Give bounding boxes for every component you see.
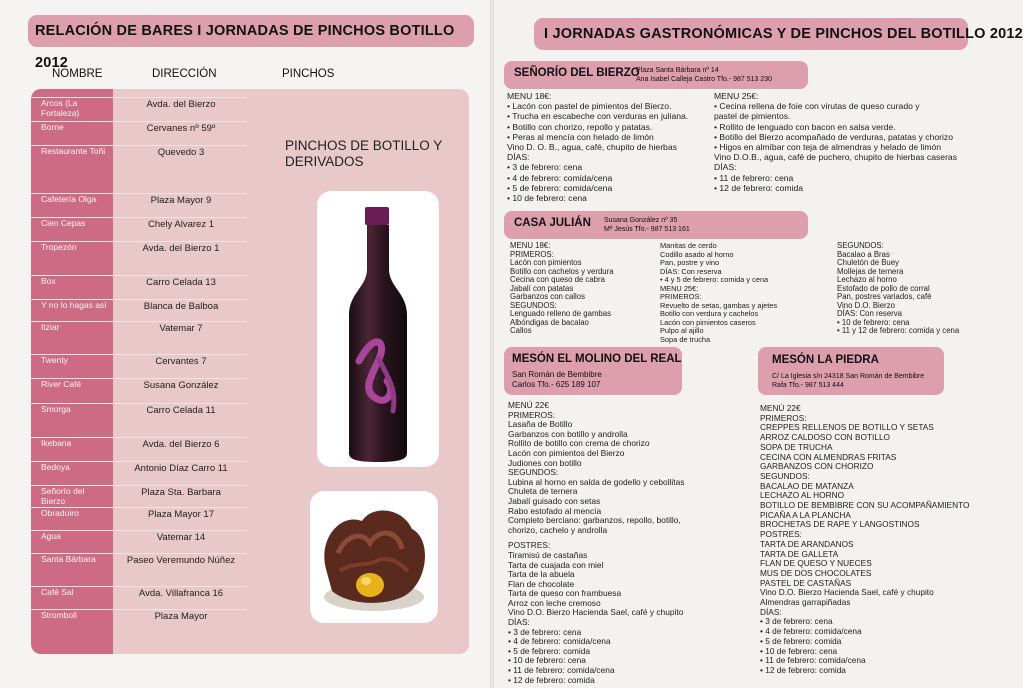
bar-name: Smorga: [41, 404, 71, 414]
bar-name: Obradoiro: [41, 508, 79, 518]
menu-line: • 3 de febrero: cena: [508, 626, 582, 637]
pincho-food-icon: [310, 491, 438, 623]
bar-address: Blanca de Balboa: [143, 301, 219, 312]
bar-address: Paseo Veremundo Núñez: [126, 555, 236, 566]
restaurant-contact-julian: Mª Jesús Tfo.- 987 513 161: [604, 226, 690, 233]
menu-line: Tiramisú de castañas: [508, 549, 588, 560]
menu-line: • 10 de febrero: cena: [837, 317, 910, 327]
menu-line: • 11 de febrero: comida/cena: [508, 665, 615, 676]
menu-line: Manitas de cerdo: [660, 241, 717, 250]
right-page-title: I JORNADAS GASTRONÓMICAS Y DE PINCHOS DEL BOTILLO 2012: [534, 18, 968, 50]
bar-name: Tropezón: [41, 242, 77, 252]
menu-line: SOPA DE TRUCHA: [760, 441, 833, 452]
bar-name: Arcos (La Fortaleza): [41, 98, 80, 118]
menu-line: Botillo con verdura y cachelos: [660, 309, 759, 318]
menu-line: Callos: [510, 326, 532, 335]
food-pincho-image: [310, 491, 438, 623]
bar-address: Carro Celada 13: [146, 277, 216, 288]
bar-name: Agua: [41, 531, 61, 541]
menu-line: Vino D.O. Bierzo Hacienda Sael, café y chupito: [760, 587, 934, 598]
menu-line: Pulpo al ajillo: [660, 326, 704, 335]
restaurant-address-julian: Susana González nº 35: [604, 217, 678, 224]
restaurant-address-molino: San Román de Bembibre: [512, 370, 602, 379]
restaurant-name-piedra: MESÓN LA PIEDRA: [772, 354, 879, 366]
table-row: [31, 145, 247, 168]
menu-line: MENU 18€:: [510, 241, 551, 250]
bar-address: Plaza Mayor 9: [150, 195, 212, 206]
table-row: [31, 485, 247, 508]
menu-line: MENU 25€:: [714, 91, 759, 101]
bar-name: Cien Cepas: [41, 218, 86, 228]
bar-name: Restaurante Toñi: [41, 146, 106, 156]
menu-line: • 4 de febrero: comida/cena: [507, 172, 613, 183]
menu-line: MENU 18€:: [507, 91, 552, 101]
table-row: [31, 530, 247, 553]
menu-molino: [508, 401, 754, 685]
bar-name: Cafetería Olga: [41, 194, 97, 204]
menu-line: Cecina con queso de cabra: [510, 275, 605, 284]
bar-address: Avda. del Bierzo 6: [142, 439, 220, 450]
menu-line: Jabalí guisado con setas: [508, 495, 601, 506]
bar-name: Borne: [41, 122, 64, 132]
menu-line: SEGUNDOS:: [837, 241, 884, 250]
menu-line: DÍAS:: [714, 162, 737, 173]
bar-name: Itziar: [41, 322, 60, 332]
menu-line: Codillo asado al horno: [660, 249, 734, 259]
table-row: [31, 437, 247, 460]
menu-line: Bacalao a Bras: [837, 249, 890, 259]
menu-line: DÍAS:: [507, 152, 530, 163]
menu-line: PRIMEROS:: [510, 249, 554, 259]
menu-line: • Cecina rellena de foie con virutas de queso curado y: [714, 101, 920, 112]
menu-line: POSTRES:: [508, 540, 551, 551]
menu-line: SEGUNDOS:: [760, 470, 810, 481]
menu-line: • Botillo con chorizo, repollo y patatas.: [507, 121, 653, 132]
menu-line: ARROZ CALDOSO CON BOTILLO: [760, 432, 891, 443]
bar-address: Cervanes nº 59º: [146, 123, 216, 134]
menu-line: • Peras al mencía con helado de limón: [507, 131, 654, 142]
restaurant-name-molino: MESÓN EL MOLINO DEL REAL: [512, 353, 682, 365]
menu-line: CREPPES RELLENOS DE BOTILLO Y SETAS: [760, 422, 934, 433]
menu-julian-col1: [510, 242, 660, 336]
menu-senorio-18: [507, 91, 712, 203]
menu-line: • 4 y 5 de febrero: comida y cena: [660, 275, 769, 284]
menu-line: Garbanzos con callos: [510, 292, 585, 301]
menu-line: Almendras garrapiñadas: [760, 597, 851, 608]
bar-name: Box: [41, 276, 56, 286]
menu-line: Flan de chocolate: [508, 578, 575, 589]
menu-line: Chuletón de Buey: [837, 258, 899, 267]
menu-line: Lacón con pimientos del Bierzo: [508, 447, 625, 458]
bar-name: River Café: [41, 379, 82, 389]
menu-line: • 5 de febrero: comida: [508, 645, 591, 656]
menu-line: PRIMEROS:: [660, 292, 702, 301]
menu-julian-col3: [837, 242, 968, 336]
restaurant-header-piedra: [758, 347, 944, 395]
menu-line: • Trucha en escabeche con verduras en juliana.: [507, 111, 689, 122]
bar-name: Café Sal: [41, 587, 74, 597]
menu-line: FLAN DE QUESO Y NUECES: [760, 558, 872, 569]
menu-line: Lacón con pimientos caseros: [660, 317, 756, 327]
bar-address: Susana González: [143, 380, 219, 391]
right-page: [494, 0, 1023, 688]
menu-line: Tarta de la abuela: [508, 569, 575, 580]
menu-line: Mollejas de ternera: [837, 266, 904, 276]
menu-line: • 10 de febrero: cena: [507, 193, 587, 204]
menu-line: • 11 y 12 de febrero: comida y cena: [837, 326, 960, 335]
menu-line: DÍAS:: [760, 606, 782, 617]
column-header-direccion: DIRECCIÓN: [152, 68, 217, 80]
menu-line: Pan, postre y vino: [660, 258, 720, 267]
menu-line: DÍAS: Con reserva: [660, 266, 722, 276]
column-header-pinchos: PINCHOS: [282, 68, 335, 80]
menu-line: Revuelto de setas, gambas y ajetes: [660, 300, 778, 310]
menu-line: Rollito de botillo con crema de chorizo: [508, 438, 650, 449]
table-row: [31, 354, 247, 377]
menu-line: Garbanzos con botillo y androlla: [508, 428, 628, 439]
bar-name: Twenty: [41, 355, 68, 365]
menu-line: MENÚ 22€: [508, 400, 549, 410]
restaurant-name-senorio: SEÑORÍO DEL BIERZO: [514, 67, 640, 79]
bar-name: Bedoya: [41, 462, 70, 472]
bar-name: Stromboli: [41, 610, 77, 620]
table-row: [31, 586, 247, 609]
bar-address: Antonio Díaz Carro 11: [134, 463, 228, 474]
menu-line: Vino D.O. Bierzo Hacienda Sael, café y chupito: [508, 607, 684, 618]
left-page: [0, 0, 490, 688]
menu-line: BROCHETAS DE RAPE Y LANGOSTINOS: [760, 519, 920, 530]
menu-julian-col2: [660, 242, 838, 344]
menu-line: Pan, postres variados, café: [837, 292, 932, 301]
menu-line: CECINA CON ALMENDRAS FRITAS: [760, 451, 897, 462]
restaurant-name-julian: CASA JULIÁN: [514, 217, 591, 229]
bar-name: Santa Bárbara: [41, 554, 96, 564]
menu-line: Vino D.O. Bierzo: [837, 300, 895, 310]
menu-line: • 4 de febrero: comida/cena: [760, 626, 862, 637]
restaurant-header-molino: [504, 347, 682, 395]
bar-address: Avda. del Bierzo: [146, 99, 216, 110]
menu-line: MUS DE DOS CHOCOLATES: [760, 567, 872, 578]
menu-line: Arroz con leche cremoso: [508, 597, 601, 608]
bar-address: Plaza Mayor: [154, 611, 208, 622]
menu-piedra: [760, 404, 972, 684]
menu-line: SEGUNDOS:: [508, 467, 559, 478]
menu-line: PRIMEROS:: [760, 412, 807, 423]
menu-line: GARBANZOS CON CHORIZO: [760, 461, 874, 472]
restaurant-address-piedra: C/ La Iglesia s/n 24318 San Román de Bembibre: [772, 373, 925, 380]
table-row: [31, 193, 247, 216]
menu-line: Estofado de pollo de corral: [837, 283, 930, 293]
menu-line: BOTILLO DE BEMBIBRE CON SU ACOMPAÑAMIENTO: [760, 500, 970, 511]
bar-address: Plaza Sta. Barbara: [141, 487, 221, 498]
wine-bottle-image: [317, 191, 439, 467]
table-row: [31, 217, 247, 240]
menu-line: • 3 de febrero: cena: [760, 616, 833, 627]
menu-line: Tarta de queso con frambuesa: [508, 588, 622, 599]
menu-line: • Rollito de lenguado con bacon en salsa verde.: [714, 121, 896, 132]
menu-line: Albóndigas de bacalao: [510, 317, 589, 327]
menu-line: • 12 de febrero: comida: [714, 182, 803, 193]
menu-line: Vino D. O. B., agua, café, chupito de hierbas: [507, 142, 677, 153]
restaurant-address-senorio: Plaza Santa Bárbara nº 14: [636, 67, 719, 74]
menu-line: Rabo estofado al mencía: [508, 505, 602, 516]
menu-line: TARTA DE GALLETA: [760, 548, 839, 559]
menu-line: Lechazo al horno: [837, 275, 897, 284]
menu-line: PRIMEROS:: [508, 409, 555, 420]
table-row: [31, 507, 247, 530]
menu-line: BACALAO DE MATANZA: [760, 480, 854, 491]
menu-line: PICAÑA A LA PLANCHA: [760, 509, 851, 520]
menu-line: Lacón con pimientos: [510, 258, 582, 267]
menu-line: • 12 de febrero: comida: [508, 674, 595, 685]
menu-line: Completo berciano: garbanzos, repollo, botillo,: [508, 515, 681, 526]
restaurant-contact-senorio: Ana Isabel Calleja Castro Tfo.- 987 513 230: [636, 76, 773, 83]
bar-name: Ikebana: [41, 438, 72, 448]
bar-address: Avda. Villafranca 16: [138, 588, 224, 599]
menu-line: LECHAZO AL HORNO: [760, 490, 845, 501]
restaurant-contact-piedra: Rafa Tfo.- 987 513 444: [772, 382, 844, 389]
menu-line: • 3 de febrero: cena: [507, 162, 583, 173]
column-header-nombre: NOMBRE: [52, 68, 103, 80]
menu-line: • 4 de febrero: comida/cena: [508, 636, 611, 647]
menu-line: Chuleta de ternera: [508, 486, 578, 497]
menu-line: Lasaña de Botillo: [508, 419, 573, 430]
menu-line: Judiones con botillo: [508, 457, 582, 468]
bar-address: Vatemar 14: [156, 532, 206, 543]
table-row: [31, 403, 247, 426]
menu-line: DÍAS:: [508, 617, 530, 628]
table-row: [31, 461, 247, 484]
bar-address: Chely Alvarez 1: [147, 219, 214, 230]
menu-line: POSTRES:: [760, 529, 802, 540]
menu-line: • 5 de febrero: comida/cena: [507, 182, 613, 193]
table-row: [31, 97, 247, 120]
menu-line: TARTA DE ARANDANOS: [760, 538, 854, 549]
menu-line: • Higos en almíbar con teja de almendras y helado de limón: [714, 142, 942, 153]
bar-name: Y no lo hagas así: [41, 300, 107, 310]
wine-bottle-icon: [317, 191, 439, 467]
menu-line: chorizo, cachelo y androlla: [508, 524, 608, 535]
table-row: [31, 609, 247, 632]
bar-address: Cervantes 7: [155, 356, 207, 367]
bar-name: Señorío del Bierzo: [41, 486, 85, 506]
menu-line: Botillo con cachelos y verdura: [510, 266, 614, 276]
menu-line: • 11 de febrero: comida/cena: [760, 655, 866, 666]
table-row: [31, 378, 247, 401]
menu-line: • Lacón con pastel de pimientos del Bierzo.: [507, 101, 672, 112]
table-row: [31, 321, 247, 344]
bar-address: Vatemar 7: [159, 323, 203, 334]
menu-line: Jabalí con patatas: [510, 283, 574, 293]
menu-line: Lenguado relleno de gambas: [510, 309, 612, 318]
bar-address: Plaza Mayor 17: [147, 509, 214, 520]
menu-line: • Botillo del Bierzo acompañado de verduras, patatas y chorizo: [714, 131, 953, 142]
table-row: [31, 275, 247, 298]
restaurant-header-senorio: [504, 61, 808, 89]
menu-line: MENÚ 22€: [760, 403, 801, 413]
menu-line: pastel de pimientos.: [714, 111, 791, 122]
menu-line: • 11 de febrero: cena: [714, 172, 794, 183]
menu-line: • 10 de febrero: cena: [760, 645, 838, 656]
table-row: [31, 553, 247, 576]
bar-address: Avda. del Bierzo 1: [142, 243, 220, 254]
restaurant-contact-molino: Carlos Tfo.- 625 189 107: [512, 380, 601, 389]
bar-address: Quevedo 3: [157, 147, 205, 158]
menu-line: • 12 de febrero: comida: [760, 664, 846, 675]
menu-line: SEGUNDOS:: [510, 300, 557, 310]
menu-line: Lubina al horno en salda de godello y cebollitas: [508, 476, 685, 487]
menu-line: PASTEL DE CASTAÑAS: [760, 577, 852, 588]
table-row: [31, 299, 247, 322]
pinchos-description: PINCHOS DE BOTILLO Y DERIVADOS: [285, 138, 443, 169]
menu-line: • 10 de febrero: cena: [508, 655, 586, 666]
menu-line: • 5 de febrero: comida: [760, 635, 842, 646]
menu-line: DÍAS: Con reserva: [837, 309, 902, 318]
table-row: [31, 241, 247, 264]
left-page-title: RELACIÓN DE BARES I JORNADAS DE PINCHOS BOTILLO 2012: [28, 15, 474, 47]
menu-line: Vino D.O.B., agua, café de puchero, chupito de hierbas caseras: [714, 152, 958, 163]
bar-address: Carro Celada 11: [146, 405, 216, 416]
menu-senorio-25: [714, 91, 968, 193]
menu-line: Sopa de trucha: [660, 334, 711, 344]
menu-line: MENU 25€:: [660, 283, 699, 293]
table-row: [31, 121, 247, 144]
menu-line: Tarta de cuajada con miel: [508, 559, 604, 570]
restaurant-header-julian: [504, 211, 808, 239]
